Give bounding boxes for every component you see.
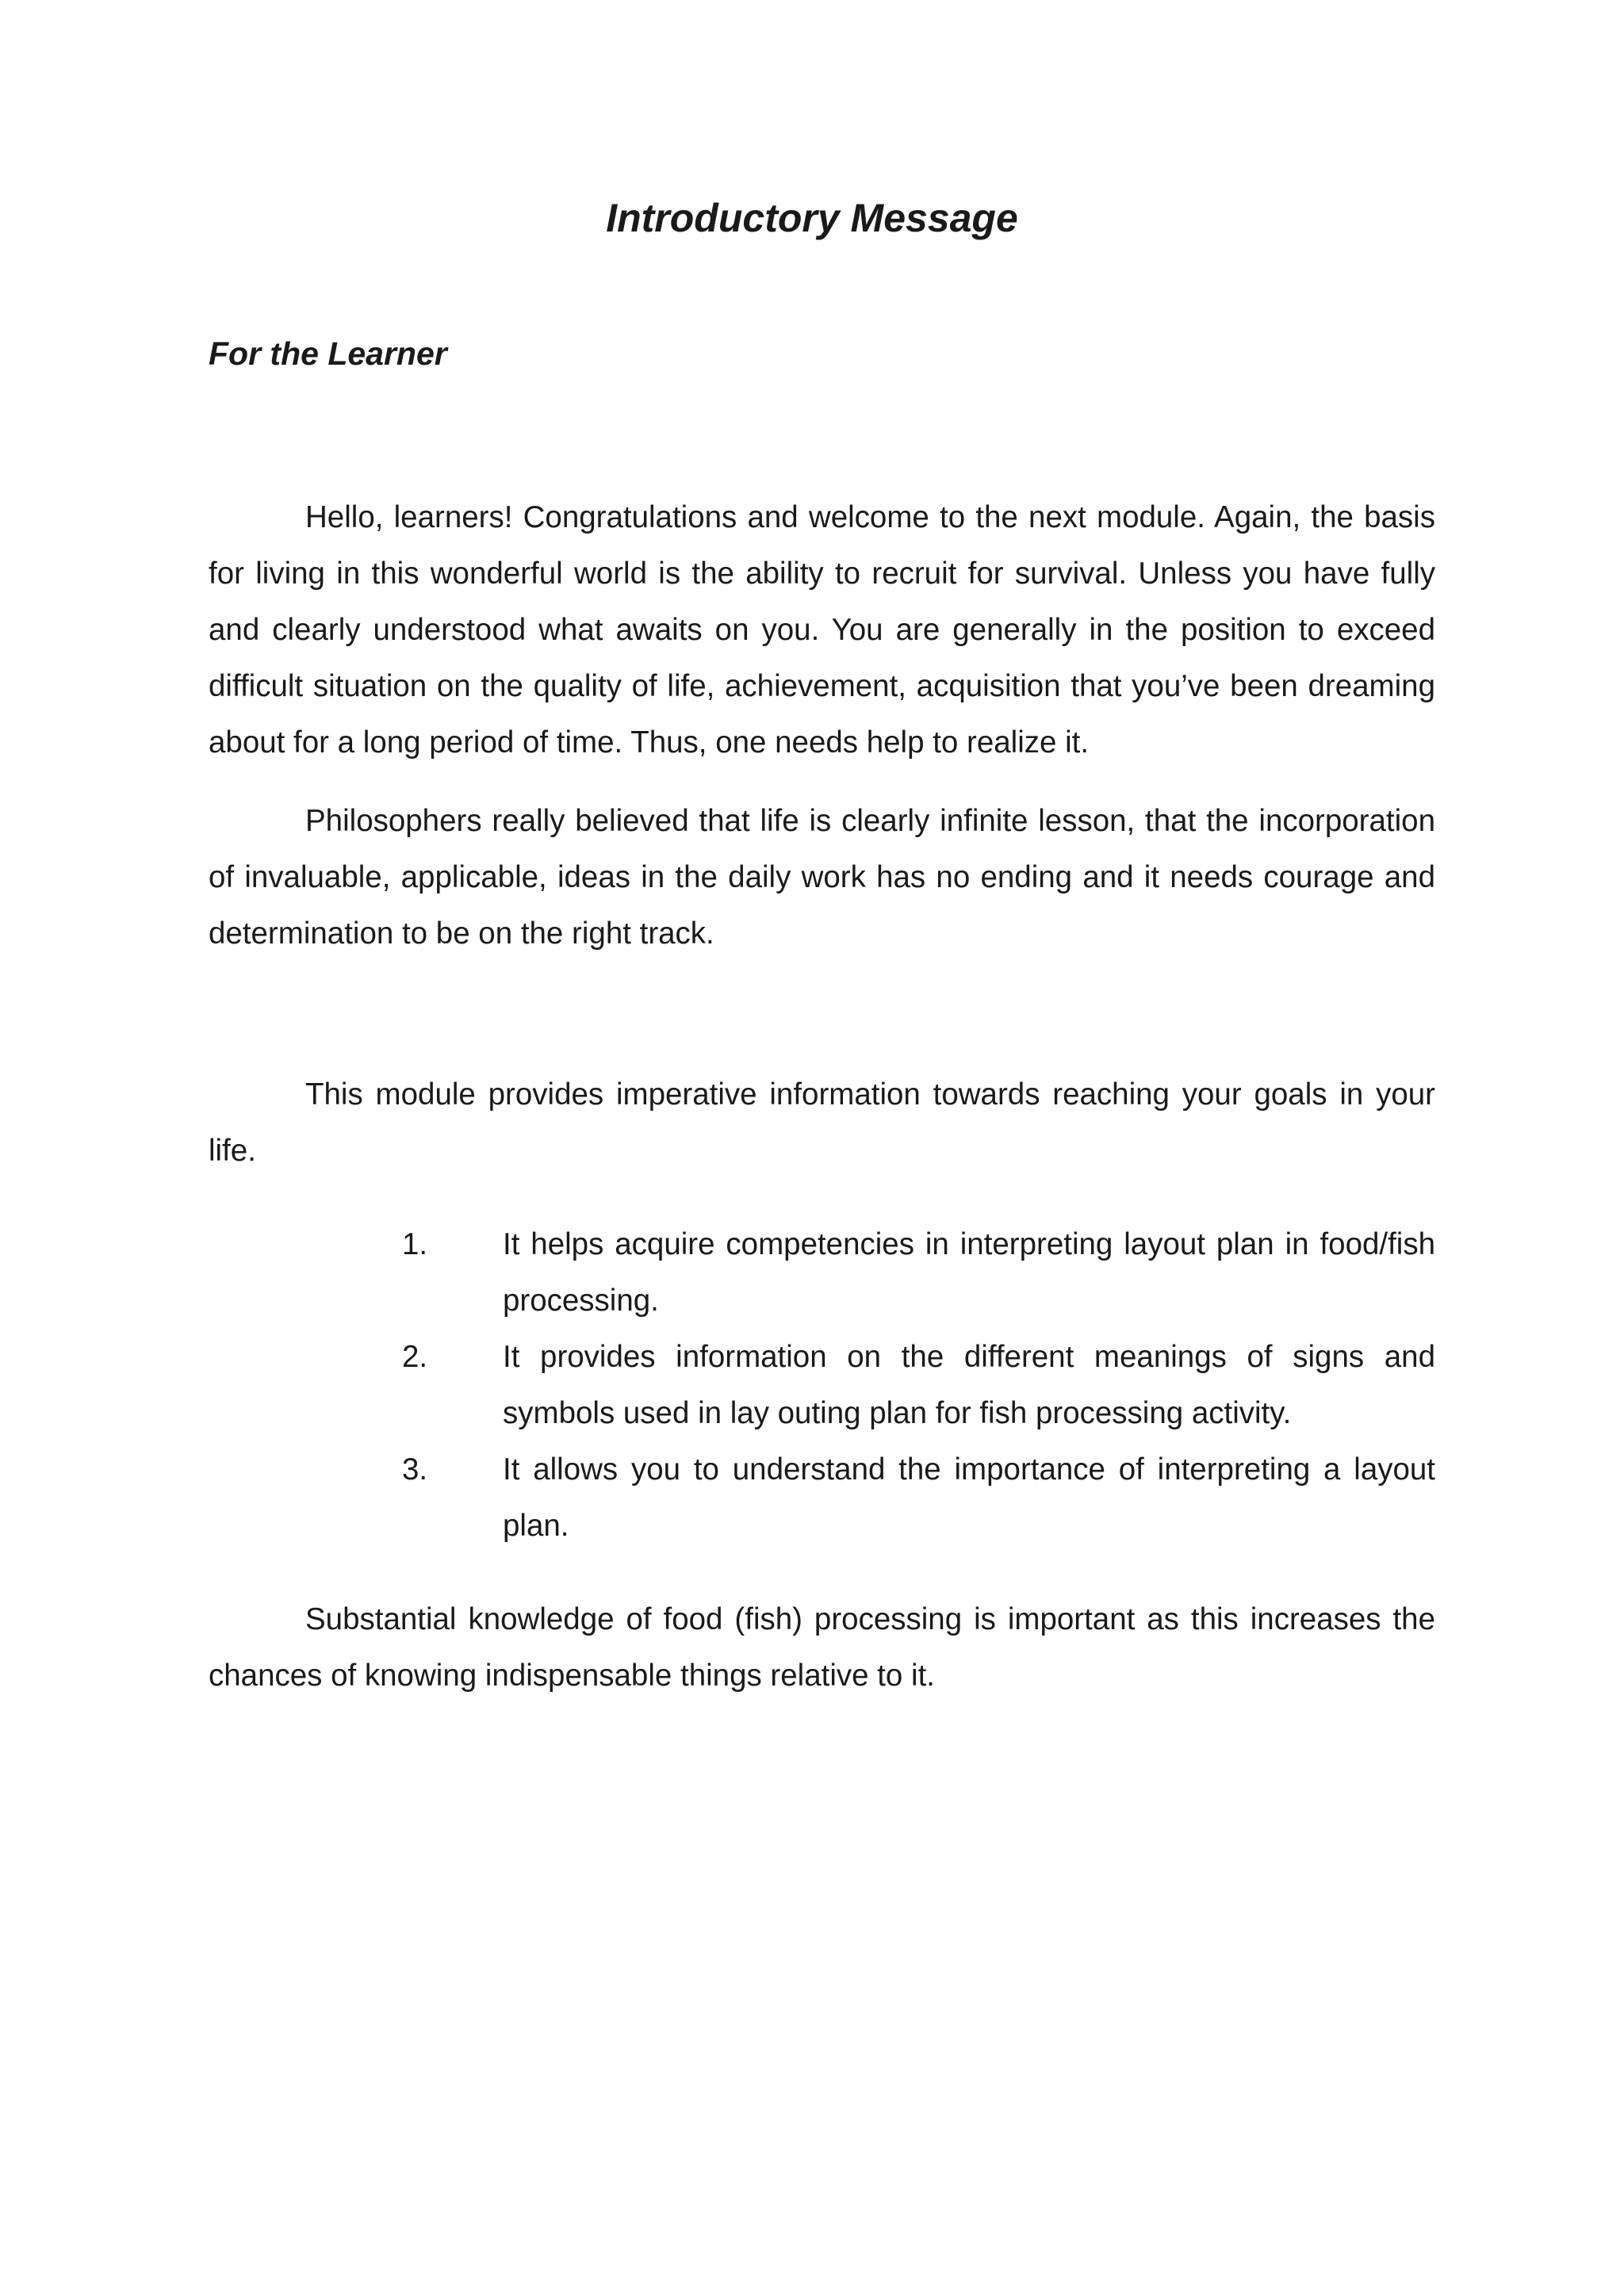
list-item-number: 1. bbox=[402, 1227, 428, 1261]
section-subtitle: For the Learner bbox=[209, 335, 447, 372]
paragraph-philosophers: Philosophers really believed that life is clearly infinite lesson, that the incorporation of invaluable, applicable, ideas in the daily work has no ending and it needs courage and determination to be on the right track. bbox=[209, 804, 1435, 951]
list-item-number: 3. bbox=[402, 1452, 428, 1487]
list-item bbox=[402, 1216, 1435, 1329]
page-title: Introductory Message bbox=[606, 196, 1018, 240]
list-item bbox=[402, 1329, 1435, 1441]
paragraph-module-purpose: This module provides imperative information towards reaching your goals in your life. bbox=[209, 1077, 1435, 1168]
list-item-number: 2. bbox=[402, 1340, 428, 1374]
list-item-text: It helps acquire competencies in interpreting layout plan in food/fish processing. bbox=[503, 1227, 1435, 1318]
paragraph-closing: Substantial knowledge of food (fish) processing is important as this increases the chances of knowing indispensable things relative to it. bbox=[209, 1602, 1435, 1693]
list-item-text: It provides information on the different meanings of signs and symbols used in lay outing plan for fish processing activity. bbox=[503, 1340, 1435, 1430]
list-item-text: It allows you to understand the importance of interpreting a layout plan. bbox=[503, 1452, 1435, 1543]
benefits-list bbox=[402, 1216, 1435, 1554]
list-item bbox=[402, 1441, 1435, 1554]
paragraph-welcome: Hello, learners! Congratulations and welcome to the next module. Again, the basis for living in this wonderful world is the ability to recruit for survival. Unless you have fully and clearly understood what awaits on you. You are generally in the position to exceed difficult situation on the quality of life, achievement, acquisition that you’ve been dreaming about for a long period of time. Thus, one needs help to realize it. bbox=[209, 500, 1435, 760]
